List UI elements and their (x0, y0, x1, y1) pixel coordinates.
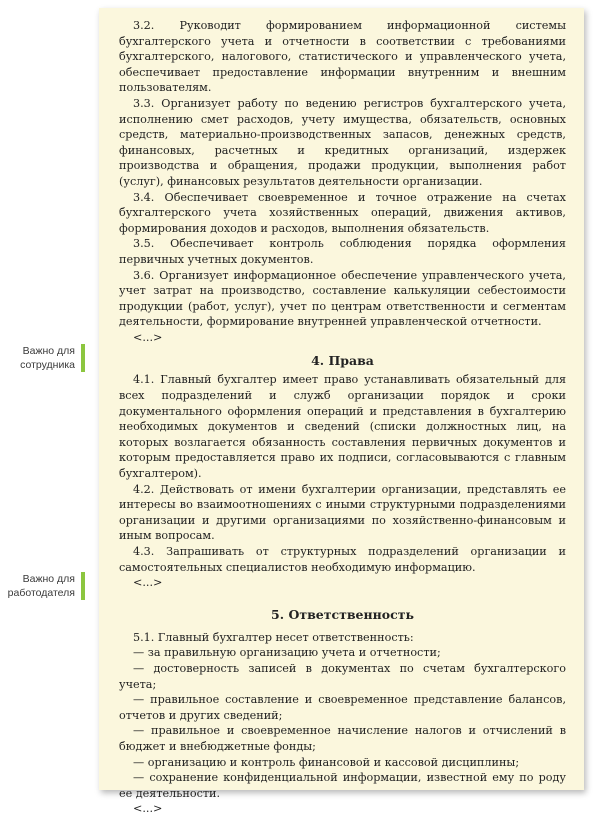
section-title-rights: 4. Права (311, 353, 374, 369)
omission-marker: <...> (133, 576, 163, 590)
list-item: — организацию и контроль финансовой и кассовой дисциплины; (133, 755, 520, 769)
sidenote-important-for-employer: Важно для работодателя (0, 572, 85, 600)
omission-marker: <...> (133, 802, 163, 816)
paragraph-4-2: 4.2. Действовать от имени бухгалтерии организации, представлять ее интересы во взаимоотношениях с иными структурными подразделениями организации и другими организациями по хозяйственно-финансовым и иным вопросам. (119, 482, 566, 543)
paragraph-3-3: 3.3. Организует работу по ведению регистров бухгалтерского учета, исполнению смет расходов, учету имущества, обязательств, основных средств, материально-производственных запасов, денежных средств, финансовых, расчетных и кредитных организаций, издержек производства и обращения, продажи продукции, выполнения работ (услуг), финансовых результатов деятельности организации. (119, 96, 566, 188)
list-item: — правильное составление и своевременное представление балансов, отчетов и других сведений; (119, 693, 566, 722)
list-item: — достоверность записей в документах по счетам бухгалтерского учета; (119, 661, 566, 691)
paragraph-3-2: 3.2. Руководит формированием информационной системы бухгалтерского учета и отчетности в соответствии с требованиями бухгалтерского, налогового, статистического и управленческого учета, обеспечивает предоставление информации внутренним и внешним пользователям. (119, 19, 566, 95)
list-item: — за правильную организацию учета и отчетности; (133, 646, 441, 660)
list-item: — правильное и своевременное начисление налогов и отчислений в бюджет и внебюджетные фонды; (119, 724, 566, 753)
paragraph-4-3: 4.3. Запрашивать от структурных подразделений организации и самостоятельных специалистов необходимую информацию. (119, 545, 566, 574)
paragraph-3-6: 3.6. Организует информационное обеспечение управленческого учета, учет затрат на производство, составление калькуляции себестоимости продукции (работ, услуг), учет по центрам ответственности и сегментам деятельности, формирование внутренней управленческой отчетности. (119, 268, 566, 329)
omission-marker: <...> (133, 330, 163, 344)
paragraph-5-1: 5.1. Главный бухгалтер несет ответственность: (133, 630, 414, 644)
section-title-responsibility: 5. Ответственность (271, 606, 414, 622)
document-page (99, 8, 584, 816)
paragraph-3-5: 3.5. Обеспечивает контроль соблюдения порядка оформления первичных учетных документов. (119, 237, 566, 266)
paragraph-4-1: 4.1. Главный бухгалтер имеет право устанавливать обязательный для всех подразделений и служб организации порядок и сроки документального оформления операций и представления в бухгалтерию необходимых документов и сведений (списки должностных лиц, на которых возлагается обязанность составления первичных документов и которым предоставляется право их подписи, согласовываются с главным бухгалтером). (119, 373, 566, 481)
sidenote-important-for-employee: Важно для сотрудника (11, 344, 85, 372)
list-item: — сохранение конфиденциальной информации, известной ему по роду ее деятельности. (119, 771, 566, 800)
paragraph-3-4: 3.4. Обеспечивает своевременное и точное отражение на счетах бухгалтерского учета хозяйственных операций, движения активов, формирования доходов и расходов, выполнения обязательств. (119, 190, 566, 235)
